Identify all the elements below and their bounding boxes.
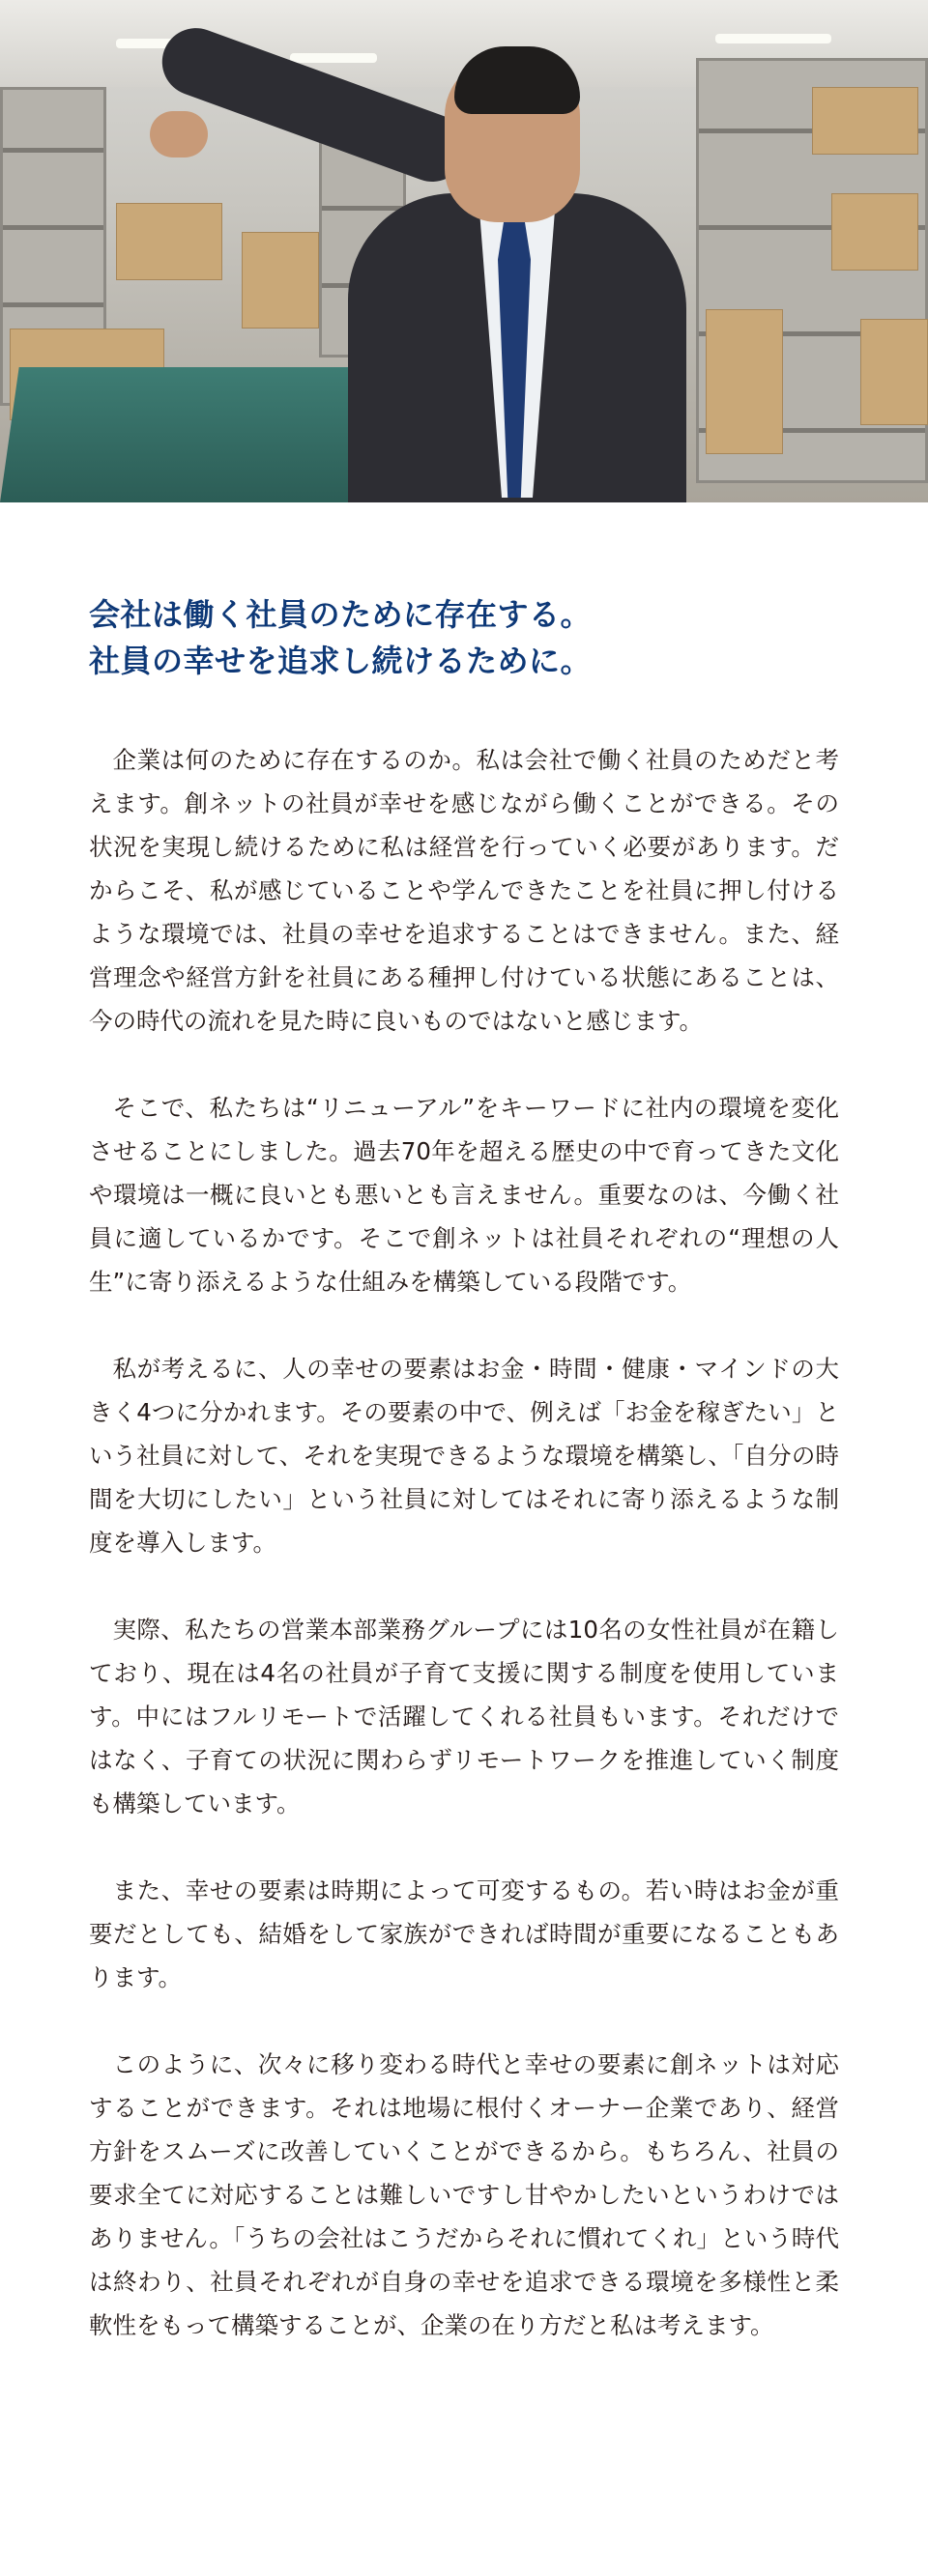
cardboard-box xyxy=(831,193,918,271)
paragraph-4: 実際、私たちの営業本部業務グループには10名の女性社員が在籍しており、現在は4名の社員が子育て支援に関する制度を使用しています。中にはフルリモートで活躍してくれる社員もいます。それだけではなく、子育ての状況に関わらずリモートワークを推進していく制度も構築しています。 xyxy=(89,1616,839,1818)
cardboard-box xyxy=(706,309,783,454)
hero-photo xyxy=(0,0,928,502)
ceiling-light xyxy=(715,34,831,43)
ceiling-light xyxy=(290,53,377,63)
article-body xyxy=(89,738,839,2347)
paragraph-5: また、幸せの要素は時期によって可変するもの。若い時はお金が重要だとしても、結婚をして家族ができれば時間が重要になることもあります。 xyxy=(89,1876,839,1991)
cardboard-box xyxy=(116,203,222,280)
pointing-hand xyxy=(150,111,208,157)
cardboard-box xyxy=(242,232,319,329)
work-table xyxy=(0,367,396,502)
headline-line-2: 社員の幸せを追求し続けるために。 xyxy=(89,643,593,679)
paragraph-2: そこで、私たちは“リニューアル”をキーワードに社内の環境を変化させることにしました。過去70年を超える歴史の中で育ってきた文化や環境は一概に良いとも悪いとも言えません。重要なのは、今働く社員に適しているかです。そこで創ネットは社員それぞれの“理想の人生”に寄り添えるような仕組みを構築している段階です。 xyxy=(89,1094,839,1296)
page-headline xyxy=(89,591,839,684)
cardboard-box xyxy=(860,319,928,425)
paragraph-3: 私が考えるに、人の幸せの要素はお金・時間・健康・マインドの大きく4つに分かれます。その要素の中で、例えば「お金を稼ぎたい」という社員に対して、それを実現できるような環境を構築し、「自分の時間を大切にしたい」という社員に対してはそれに寄り添えるような制度を導入します。 xyxy=(89,1355,839,1557)
cardboard-box xyxy=(812,87,918,155)
article-content xyxy=(0,591,928,2347)
headline-line-1: 会社は働く社員のために存在する。 xyxy=(89,596,593,633)
paragraph-6: このように、次々に移り変わる時代と幸せの要素に創ネットは対応することができます。それは地場に根付くオーナー企業であり、経営方針をスムーズに改善していくことができるから。もちろん、社員の要求全てに対応することは難しいですし甘やかしたいというわけではありません。「うちの会社はこうだからそれに慣れてくれ」という時代は終わり、社員それぞれが自身の幸せを追求できる環境を多様性と柔軟性をもって構築することが、企業の在り方だと私は考えます。 xyxy=(89,2050,839,2339)
paragraph-1: 企業は何のために存在するのか。私は会社で働く社員のためだと考えます。創ネットの社員が幸せを感じながら働くことができる。その状況を実現し続けるために私は経営を行っていく必要があります。だからこそ、私が感じていることや学んできたことを社員に押し付けるような環境では、社員の幸せを追求することはできません。また、経営理念や経営方針を社員にある種押し付けている状態にあることは、今の時代の流れを見た時に良いものではないと感じます。 xyxy=(89,746,839,1035)
